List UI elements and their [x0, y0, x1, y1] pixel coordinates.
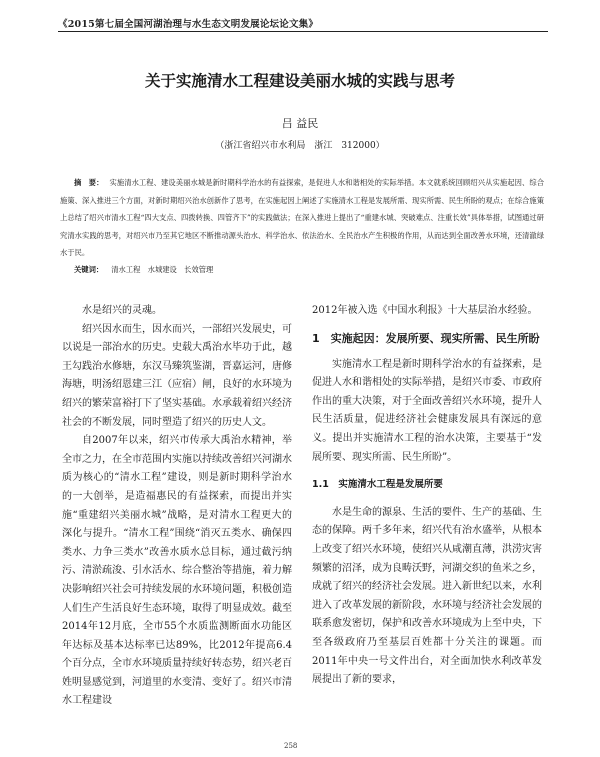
header-rule [58, 31, 548, 32]
body-paragraph: 水是生命的源泉、生活的要件、生产的基础、生态的保障。两千多年来，绍兴代有治水盛举，从根本上改变了绍兴水环境，使绍兴从咸潮直薄，洪涝灾害频繁的沼泽，成为良畴沃野，河湖交织的鱼米之乡，成就了绍兴的经济社会发展。进入新世纪以来，水利进入了改革发展的新阶段，水环境与经济社会发展的联系愈发密切，保护和改善水环境成为上至中央，下至各级政府乃至基层百姓都十分关注的课题。而2011年中央一号文件出台，对全面加快水利改革发展提出了新的要求， [312, 506, 542, 686]
author-name: 吕 益民 [281, 117, 319, 130]
body-paragraph: 实施清水工程是新时期科学治水的有益探索，是促进人水和谐相处的实际举措，是绍兴市委、市政府作出的重大决策，对于全面改善绍兴水环境，提升人民生活质量，促进经济社会健康发展具有深远的意义。提出并实施清水工程的治水决策，主要基于“发展所要、现实所需、民生所盼”。 [312, 358, 542, 463]
page-number: 258 [284, 742, 298, 750]
body-paragraph: 水是绍兴的灵魂。 [82, 305, 162, 316]
keywords-text: 清水工程 水城建设 长效管理 [111, 265, 214, 274]
abstract [60, 174, 544, 262]
abstract-label: 摘 要： [74, 178, 104, 187]
author-affiliation: （浙江省绍兴市水利局 浙江 312000） [215, 141, 385, 151]
section-heading: 1 实施起因：发展所要、现实所需、民生所盼 [312, 331, 540, 345]
keywords-label: 关键词： [74, 265, 104, 274]
subsection-heading: 1.1 实施清水工程是发展所要 [312, 479, 443, 491]
body-paragraph-continuation: 2012年被入选《中国水利报》十大基层治水经验。 [312, 305, 538, 316]
body-column-right [312, 302, 542, 690]
paper-title: 关于实施清水工程建设美丽水城的实践与思考 [144, 72, 455, 90]
keywords [74, 265, 544, 275]
running-header: 《2015第七届全国河湖治理与水生态文明发展论坛论文集》 [58, 19, 319, 30]
body-paragraph: 绍兴因水而生，因水而兴，一部绍兴发展史，可以说是一部治水的历史。史载大禹治水毕功于此，越王勾践治水修塘，东汉马臻筑鉴湖，晋嘉运河，唐修海塘，明汤绍恩建三江（应宿）闸，良好的水环境为绍兴的繁荣富裕打下了坚实基础。水承载着绍兴经济社会的不断发展，同时塑造了绍兴的历史人文。 [62, 323, 292, 428]
body-column-left [62, 302, 292, 711]
body-paragraph: 自2007年以来，绍兴市传承大禹治水精神，举全市之力，在全市范围内实施以持续改善绍兴河湖水质为核心的“清水工程”建设，则是新时期科学治水的一大创举，是造福惠民的有益探索，而提出并实施“重建绍兴美丽水城”战略，是对清水工程更大的深化与提升。“清水工程”围绕“消灭五类水、确保四类水、力争三类水”改善水质水总目标，通过截污纳污、清淤疏浚、引水活水、综合整治等措施，着力解决影响绍兴社会可持续发展的水环境问题，积极创造人们生产生活良好生态环境，取得了明显成效。截至2014年12月底，全市55个水质监测断面水功能区年达标及基本达标率已达89%，比2012年提高6.4个百分点，全市水环境质量持续好转态势，绍兴老百姓明显感觉到，河道里的水变清、变好了。绍兴市清水工程建设 [62, 435, 292, 707]
abstract-text: 实施清水工程、建设美丽水城是新时期科学治水的有益探索，是促进人水和谐相处的实际举措。本文就系统回顾绍兴从实施起因、综合施策、深入推进三个方面，对新时期绍兴治水创新作了思考，在实施起因上阐述了实施清水工程是发展所需、现实所需、民生所盼的观点；在综合施策上总结了绍兴市清水工程“四大支点、四拨转换、四管齐下”的实践做法；在深入推进上提出了“重建水城、突破难点、注重长效”具体举措，试图通过研究清水实践的思考，对绍兴市乃至其它地区不断推动源头治水、科学治水、依法治水、全民治水产生积极的作用，从而达到全面改善水环境，还清澈绿水于民。 [60, 178, 544, 258]
